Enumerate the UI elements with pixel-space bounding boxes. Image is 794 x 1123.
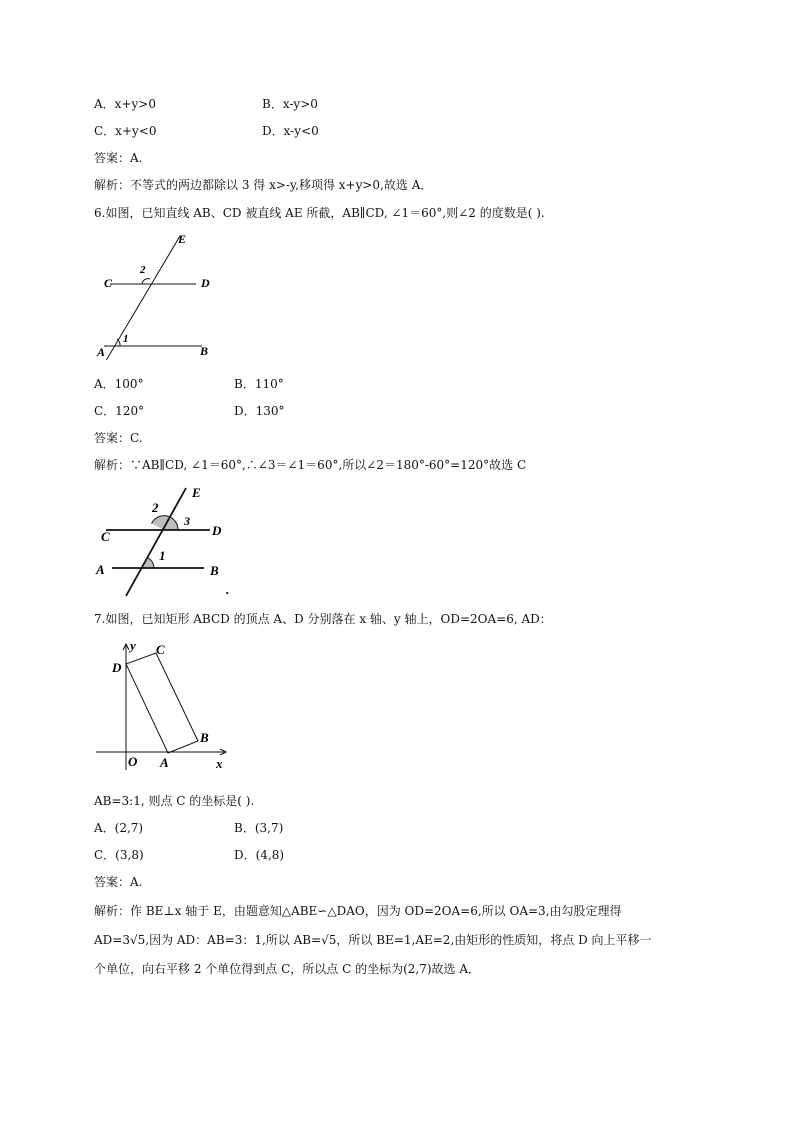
- label-d: D: [212, 523, 222, 538]
- answer: 答案：A.: [94, 875, 143, 889]
- parallel-lines-figure: [90, 228, 230, 360]
- option-c: C．(3,8): [94, 848, 144, 862]
- label-a: A: [160, 755, 169, 770]
- label-b: B: [210, 563, 219, 578]
- rectangle-coordinate-figure: [92, 636, 234, 774]
- label-c: C: [156, 642, 165, 657]
- angle-1-label: 1: [159, 548, 166, 563]
- label-o: O: [128, 754, 138, 769]
- analysis-line-3: 个单位，向右平移 2 个单位得到点 C，所以点 C 的坐标为(2,7)故选 A．: [94, 962, 481, 976]
- option-b: B．x-y>0: [262, 97, 318, 111]
- option-a: A．(2,7): [94, 821, 144, 835]
- analysis-line-2: AD=3√5,因为 AD：AB=3：1,所以 AB=√5，所以 BE=1,AE=2,由矩形的性质知，将点 D 向上平移一: [94, 933, 652, 947]
- label-b: B: [200, 344, 209, 358]
- question-stem: 6.如图，已知直线 AB、CD 被直线 AE 所截，AB∥CD, ∠1＝60°,则∠2 的度数是( ).: [94, 206, 545, 220]
- label-d: D: [201, 276, 210, 290]
- label-a: A: [96, 562, 105, 577]
- label-a: A: [97, 345, 106, 359]
- label-y: y: [130, 638, 136, 653]
- question-stem-continued: AB=3:1, 则点 C 的坐标是( ).: [94, 794, 255, 808]
- angle-2-label: 2: [152, 500, 159, 515]
- option-a: A．100°: [94, 377, 144, 391]
- label-c: C: [101, 529, 110, 544]
- analysis: 解析：不等式的两边都除以 3 得 x>-y,移项得 x+y>0,故选 A．: [94, 178, 433, 192]
- option-c: C．120°: [94, 404, 145, 418]
- solution-figure: [92, 482, 242, 600]
- option-d: D．130°: [234, 404, 285, 418]
- label-c: C: [104, 276, 113, 290]
- option-b: B．(3,7): [234, 821, 284, 835]
- label-e: E: [178, 232, 187, 246]
- label-x: x: [216, 756, 223, 771]
- angle-1-label: 1: [123, 333, 129, 345]
- period-mark: .: [226, 582, 230, 597]
- analysis-line-1: 解析：作 BE⊥x 轴于 E，由题意知△ABE∽△DAO，因为 OD=2OA=6,所以 OA=3,由勾股定理得: [94, 904, 622, 918]
- label-e: E: [192, 485, 201, 500]
- angle-2-label: 2: [140, 264, 146, 276]
- label-d: D: [112, 660, 122, 675]
- label-b: B: [200, 730, 209, 745]
- angle-3-label: 3: [184, 514, 190, 528]
- option-d: D．x-y<0: [262, 124, 319, 138]
- answer: 答案：C.: [94, 431, 143, 445]
- analysis: 解析：∵AB∥CD, ∠1＝60°,∴∠3＝∠1＝60°,所以∠2＝180°-60°=120°故选 C: [94, 458, 527, 472]
- option-b: B．110°: [234, 377, 284, 391]
- question-stem: 7.如图，已知矩形 ABCD 的顶点 A、D 分别落在 x 轴、y 轴上，OD=2OA=6, AD：: [94, 612, 552, 626]
- option-d: D．(4,8): [234, 848, 285, 862]
- option-c: C．x+y<0: [94, 124, 157, 138]
- option-a: A．x+y>0: [94, 97, 156, 111]
- answer: 答案：A.: [94, 151, 143, 165]
